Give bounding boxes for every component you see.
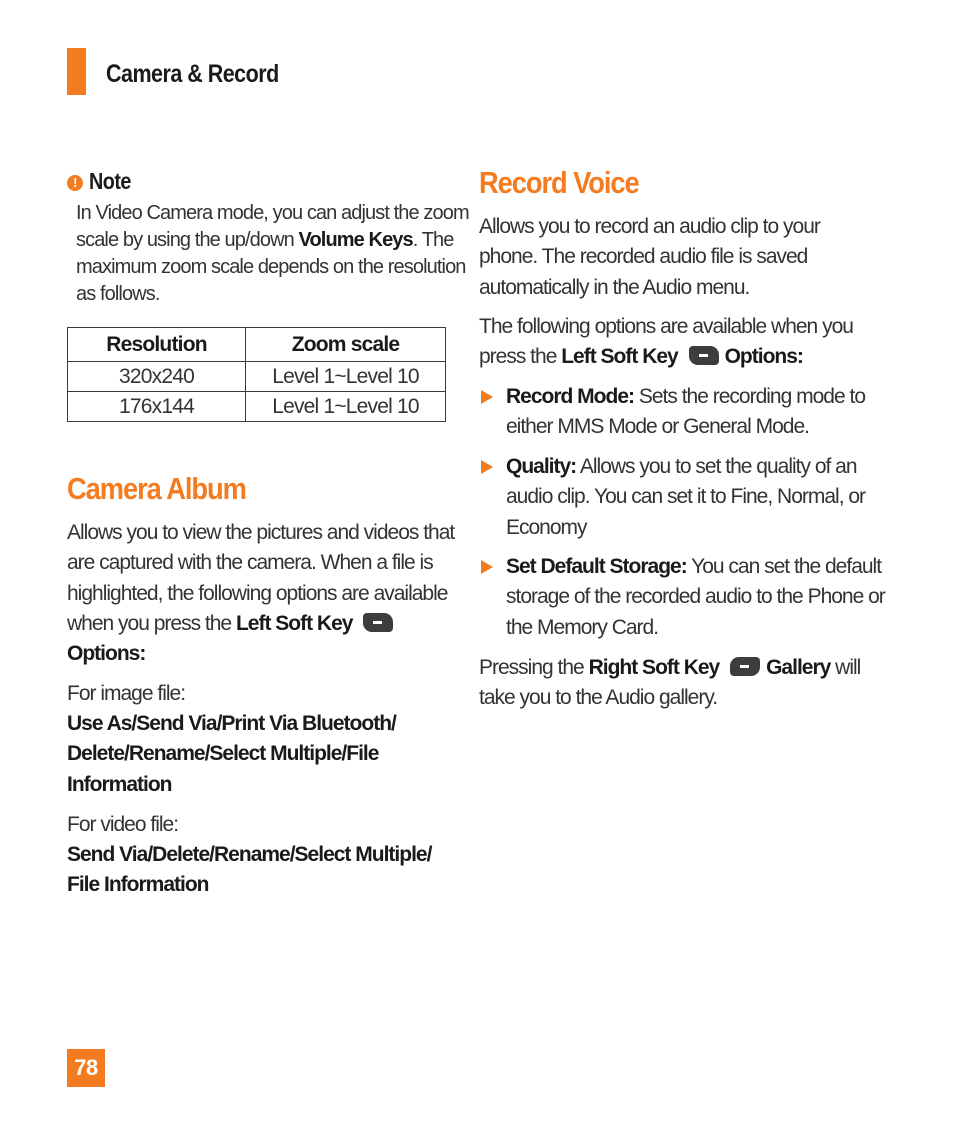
record-voice-intro: Allows you to record an audio clip to your phone. The recorded audio file is saved automatically in the Audio menu.: [479, 215, 820, 299]
camera-album-heading: Camera Album: [67, 471, 246, 506]
record-voice-gallery-text: Pressing the Right Soft Key Gallery will take you to the Audio gallery.: [479, 656, 861, 710]
video-file-options: Send Via/Delete/Rename/Select Multiple/ File Information: [67, 843, 432, 897]
table-header-row: [68, 328, 446, 362]
table-header-cell: Zoom scale: [246, 328, 446, 362]
note-text: In Video Camera mode, you can adjust the zoom scale by using the up/down Volume Keys. The maximum zoom scale depends on the resolution as follows.: [76, 202, 469, 305]
page-number: 78: [67, 1049, 105, 1087]
table-row: [68, 392, 446, 422]
table-header-cell: Resolution: [68, 328, 246, 362]
bullet-arrow-icon: [481, 560, 493, 574]
note-heading: ! Note: [67, 168, 138, 195]
table-cell: 176x144: [68, 392, 246, 422]
table-cell: Level 1~Level 10: [246, 392, 446, 422]
left-soft-key-icon: [363, 613, 393, 632]
table-row: [68, 362, 446, 392]
record-voice-heading: Record Voice: [479, 165, 639, 200]
right-soft-key-icon: [730, 657, 760, 676]
bullet-arrow-icon: [481, 460, 493, 474]
image-file-options: Use As/Send Via/Print Via Bluetooth/ Delete/Rename/Select Multiple/File Information: [67, 712, 396, 796]
bullet-arrow-icon: [481, 390, 493, 404]
table-cell: Level 1~Level 10: [246, 362, 446, 392]
image-file-label: For image file:: [67, 682, 186, 705]
note-info-icon: !: [67, 175, 83, 191]
left-soft-key-icon: [689, 346, 719, 365]
camera-album-intro: Allows you to view the pictures and videos that are captured with the camera. When a file is highlighted, the following options are available when you press the Left Soft Key Options:: [67, 521, 455, 666]
header-accent-bar: [67, 48, 86, 95]
zoom-scale-table: [67, 327, 446, 422]
record-voice-options-intro: The following options are available when you press the Left Soft Key Options:: [479, 315, 853, 369]
video-file-label: For video file:: [67, 813, 179, 836]
section-header-title: Camera & Record: [106, 60, 279, 88]
table-cell: 320x240: [68, 362, 246, 392]
